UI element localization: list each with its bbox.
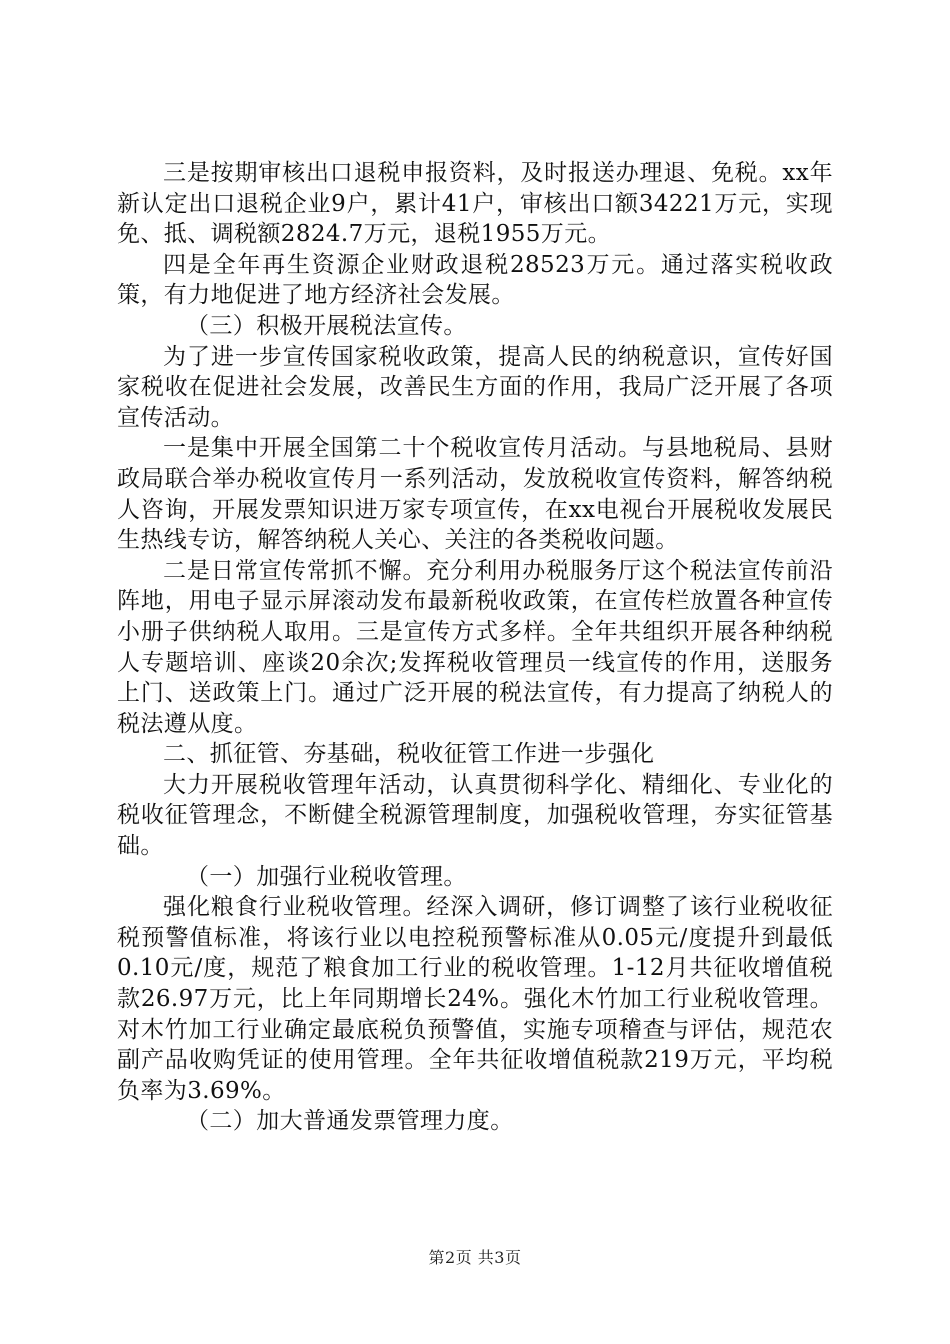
paragraph-publicity-intro: 为了进一步宣传国家税收政策，提高人民的纳税意识，宣传好国家税收在促进社会发展，改善民生方面的作用，我局广泛开展了各项宣传活动。: [117, 343, 833, 431]
heading-invoice-management: （二）加大普通发票管理力度。: [186, 1108, 514, 1135]
paragraph-renewable-resources: 四是全年再生资源企业财政退税28523万元。通过落实税收政策，有力地促进了地方经济社会发展。: [117, 251, 833, 309]
paragraph-management-year: 大力开展税收管理年活动，认真贯彻科学化、精细化、专业化的税收征管理念，不断健全税源管理制度，加强税收管理，夯实征管基础。: [117, 771, 833, 860]
paragraph-export-rebate: 三是按期审核出口退税申报资料，及时报送办理退、免税。xx年新认定出口退税企业9户，累计41户，审核出口额34221万元，实现免、抵、调税额2824.7万元，退税1955万元。: [117, 160, 833, 248]
heading-tax-law-publicity: （三）积极开展税法宣传。: [186, 312, 467, 339]
document-body: [117, 158, 833, 1137]
page-footer: [0, 1245, 950, 1268]
heading-industry-tax: （一）加强行业税收管理。: [186, 863, 467, 890]
heading-collection-management: 二、抓征管、夯基础，税收征管工作进一步强化: [163, 741, 655, 768]
page-number: 第2页 共3页: [428, 1248, 522, 1267]
paragraph-publicity-month: 一是集中开展全国第二十个税收宣传月活动。与县地税局、县财政局联合举办税收宣传月一系列活动，发放税收宣传资料，解答纳税人咨询，开展发票知识进万家专项宣传，在xx电视台开展税收发展民生热线专访，解答纳税人关心、关注的各类税收问题。: [117, 435, 833, 554]
paragraph-daily-publicity: 二是日常宣传常抓不懈。充分利用办税服务厅这个税法宣传前沿阵地，用电子显示屏滚动发布最新税收政策，在宣传栏放置各种宣传小册子供纳税人取用。三是宣传方式多样。全年共组织开展各种纳税人专题培训、座谈20余次;发挥税收管理员一线宣传的作用，送服务上门、送政策上门。通过广泛开展的税法宣传，有力提高了纳税人的税法遵从度。: [117, 557, 833, 737]
paragraph-grain-industry: 强化粮食行业税收管理。经深入调研，修订调整了该行业税收征税预警值标准，将该行业以电控税预警标准从0.05元/度提升到最低0.10元/度，规范了粮食加工行业的税收管理。1-12月共征收增值税款26.97万元，比上年同期增长24%。强化木竹加工行业税收管理。对木竹加工行业确定最底税负预警值，实施专项稽查与评估，规范农副产品收购凭证的使用管理。全年共征收增值税款219万元，平均税负率为3.69%。: [117, 894, 833, 1104]
